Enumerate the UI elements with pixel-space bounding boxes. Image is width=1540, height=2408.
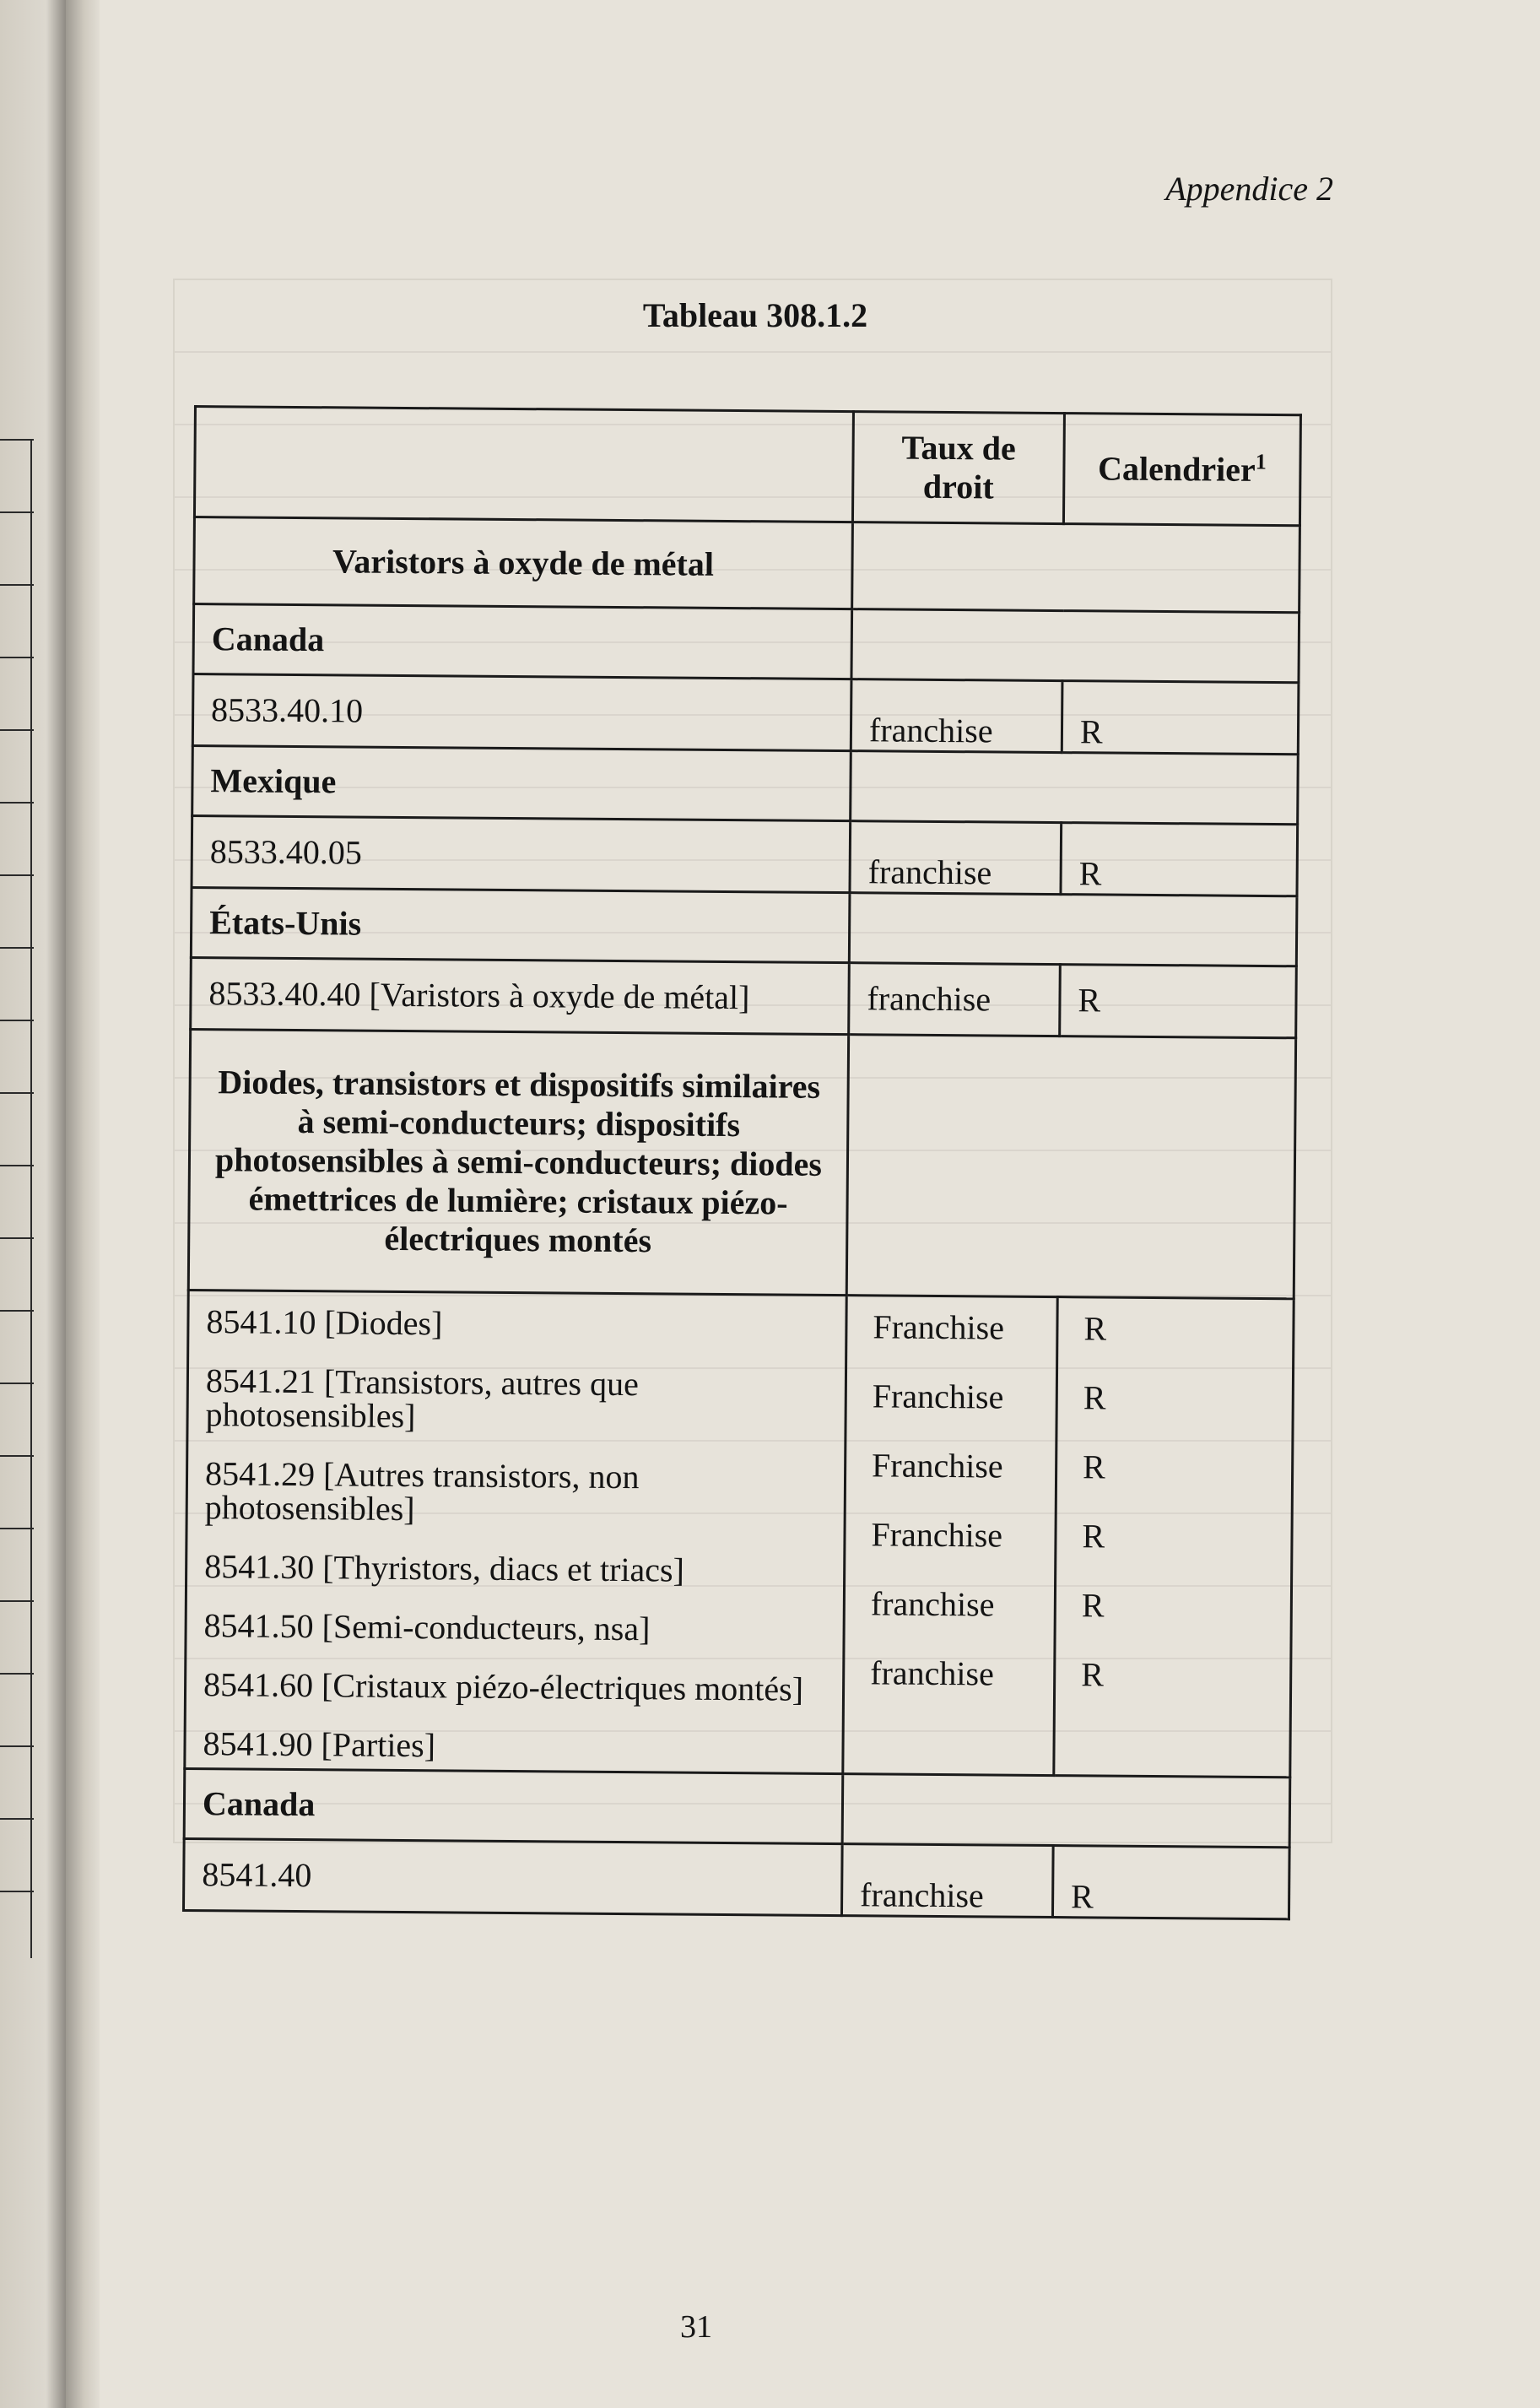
facing-page-table-lines bbox=[0, 439, 34, 1963]
duty-rate: franchise bbox=[851, 679, 1062, 753]
duty-rate: Franchise bbox=[872, 1377, 1004, 1416]
country-row bbox=[184, 1768, 1290, 1847]
schedule-code: R bbox=[1052, 1846, 1289, 1919]
tariff-code-list bbox=[185, 1290, 846, 1773]
header-blank-cell bbox=[194, 407, 853, 522]
schedule-code: R bbox=[1060, 965, 1297, 1038]
list-item: 8541.21 [Transistors, autres que photosensibles] bbox=[205, 1361, 640, 1436]
schedule-code: R bbox=[1081, 1655, 1105, 1694]
list-item: 8541.30 [Thyristors, diacs et triacs] bbox=[204, 1547, 685, 1589]
header-rate: Taux de droit bbox=[852, 412, 1064, 524]
duty-rate-list bbox=[843, 1296, 1057, 1776]
table-title: Tableau 308.1.2 bbox=[642, 296, 868, 334]
duty-rate: franchise bbox=[870, 1653, 994, 1693]
schedule-code: R bbox=[1083, 1378, 1106, 1417]
blank-cell bbox=[846, 1035, 1295, 1299]
country-mexique: Mexique bbox=[192, 745, 851, 820]
tariff-row bbox=[183, 1838, 1289, 1918]
duty-rate: franchise bbox=[850, 821, 1062, 895]
blank-cell bbox=[849, 893, 1297, 966]
page-number: 31 bbox=[680, 2309, 712, 2345]
tariff-row bbox=[192, 815, 1298, 896]
running-head: Appendice 2 bbox=[1165, 170, 1333, 208]
tariff-code: 8541.40 bbox=[183, 1838, 842, 1915]
header-row bbox=[194, 407, 1300, 526]
duty-rate: franchise bbox=[849, 963, 1061, 1036]
country-canada: Canada bbox=[184, 1768, 843, 1843]
duty-rate: franchise bbox=[841, 1844, 1053, 1918]
blank-cell bbox=[851, 751, 1299, 825]
country-row bbox=[192, 745, 1299, 824]
tariff-code: 8533.40.40 [Varistors à oxyde de métal] bbox=[191, 957, 850, 1034]
blank-cell bbox=[851, 609, 1300, 683]
duty-rate: Franchise bbox=[873, 1307, 1005, 1347]
tariff-table-wrapper bbox=[182, 405, 1300, 1920]
blank-cell bbox=[842, 1774, 1290, 1848]
section-heading-row bbox=[188, 1029, 1295, 1298]
schedule-code: R bbox=[1082, 1517, 1105, 1556]
list-item: 8541.60 [Cristaux piézo-électriques montés] bbox=[203, 1665, 804, 1708]
schedule-code: R bbox=[1083, 1309, 1107, 1348]
item-list-row bbox=[185, 1290, 1294, 1777]
schedule-code: R bbox=[1081, 1586, 1105, 1625]
tariff-row bbox=[191, 957, 1297, 1037]
country-canada: Canada bbox=[193, 604, 852, 679]
blank-cell bbox=[852, 522, 1300, 613]
duty-rate: Franchise bbox=[871, 1515, 1003, 1555]
tariff-code: 8533.40.05 bbox=[192, 815, 851, 892]
section-heading-semiconductors: Diodes, transistors et dispositifs similaires à semi-conducteurs; dispositifs photosensibles à semi-conducteurs; diodes émettrices de lumière; cristaux piézo-électriques montés bbox=[188, 1029, 848, 1295]
footnote-marker: 1 bbox=[1255, 449, 1267, 474]
schedule-code-list bbox=[1054, 1297, 1294, 1778]
facing-page-edge bbox=[0, 0, 66, 2408]
duty-rate: franchise bbox=[870, 1584, 995, 1624]
schedule-code: R bbox=[1062, 681, 1299, 755]
tariff-table bbox=[182, 405, 1302, 1920]
facing-page-table-frame bbox=[30, 439, 32, 1958]
country-etats-unis: États-Unis bbox=[191, 887, 850, 962]
section-heading-varistors: Varistors à oxyde de métal bbox=[194, 517, 853, 609]
schedule-code: R bbox=[1082, 1448, 1106, 1486]
duty-rate: Franchise bbox=[871, 1446, 1003, 1485]
country-row bbox=[193, 604, 1300, 683]
country-row bbox=[191, 887, 1297, 966]
list-item: 8541.29 [Autres transistors, non photosensibles] bbox=[204, 1454, 640, 1529]
section-heading-row bbox=[194, 517, 1300, 613]
header-schedule: Calendrier$^1$ bbox=[1063, 414, 1300, 526]
list-item: 8541.90 [Parties] bbox=[203, 1724, 436, 1765]
book-gutter bbox=[66, 0, 100, 2408]
tariff-row bbox=[192, 674, 1299, 755]
tariff-code: 8533.40.10 bbox=[192, 674, 851, 751]
schedule-code: R bbox=[1061, 823, 1298, 896]
list-item: 8541.50 [Semi-conducteurs, nsa] bbox=[203, 1606, 651, 1648]
list-item: 8541.10 [Diodes] bbox=[206, 1302, 443, 1343]
